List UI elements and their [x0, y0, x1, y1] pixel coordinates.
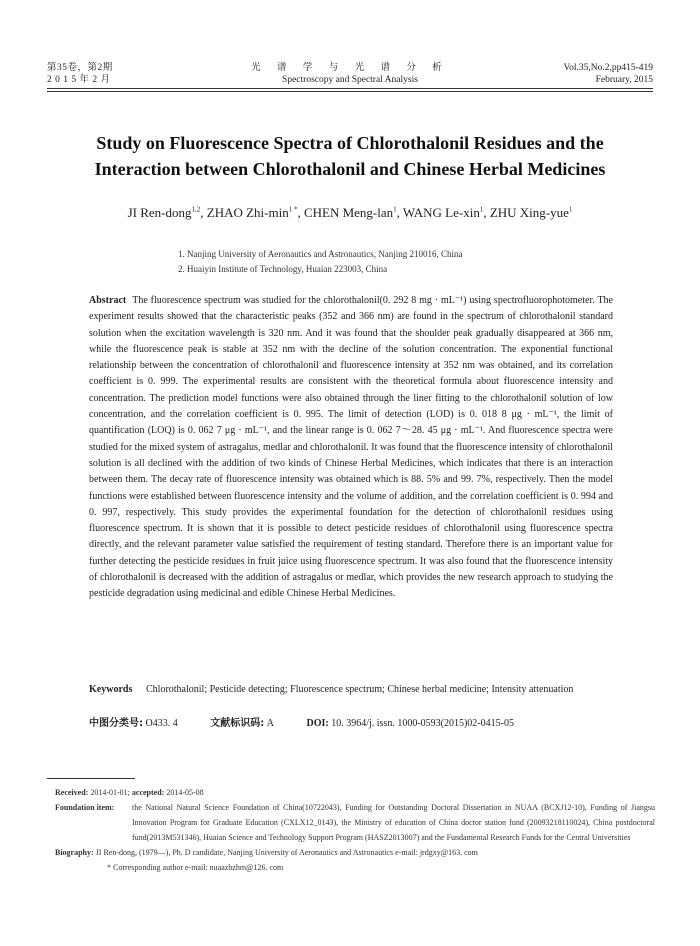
header-right-line2: February, 2015 — [595, 75, 653, 85]
title-line-1: Study on Fluorescence Spectra of Chlorothalonil Residues and the — [96, 133, 604, 153]
author-list: JI Ren-dong$^{1,2}$, ZHAO Zhi-$\min^{1 *}$, CHEN Meng-lan$^1$, WANG Le-xin$^1$, ZHU Xing-yue$^1$ — [127, 205, 573, 220]
author: ZHAO Zhi-$\min^{1 *}$ — [206, 205, 298, 220]
author: WANG Le-xin$^1$ — [402, 205, 484, 220]
classification-line — [89, 714, 514, 729]
abstract-label: Abstract — [89, 295, 127, 306]
affiliation: 1. Nanjing University of Aeronautics and Astronautics, Nanjing 210016, China — [178, 249, 463, 259]
author: JI Ren-dong$^{1,2}$ — [127, 205, 201, 220]
author: ZHU Xing-yue$^1$ — [489, 205, 573, 220]
foundation-item: Foundation item: the National Natural Science Foundation of China(10722043), Funding for Outstanding Doctoral Dissertation in NUAA (BCXJ12-10), Funding of Jiangsu Innovation Program for Graduate Education (CXLX12_0143), the Ministry of education of China doctor station fund (20093218110024), China postdoctoral fund(2013M531346), Huaian Science and Technology Support Program (HASZ2013007) and the Fundamental Research Funds for the Central Universities — [55, 803, 655, 842]
title-line-2: Interaction between Chlorothalonil and Chinese Herbal Medicines — [94, 159, 606, 179]
footnote-rule — [47, 778, 135, 779]
doc-code-value: A — [266, 718, 274, 729]
author: CHEN Meng-lan$^1$ — [303, 205, 397, 220]
header-rule-thin — [47, 91, 653, 92]
header-rule-thick — [47, 88, 653, 89]
keywords-text: Chlorothalonil; Pesticide detecting; Fluorescence spectrum; Chinese herbal medicine; Intensity attenuation — [146, 684, 574, 695]
header-right-line1: Vol.35,No.2,pp415-419 — [563, 63, 653, 73]
corresponding-author: * Corresponding author e-mail: nuaazhzhm@126. com — [107, 863, 284, 872]
header-left-line2: 2 0 1 5 年 2 月 — [47, 75, 111, 85]
doc-code-label: 文献标识码: — [210, 718, 265, 729]
received-line: Received: 2014-01-01; accepted: 2014-05-08 — [55, 788, 204, 797]
abstract — [89, 293, 613, 603]
running-header — [47, 62, 653, 90]
biography: Biography: JI Ren-dong, (1979—), Ph. D candidate, Nanjing University of Aeronautics and Astronautics e-mail: jrdgxy@163. com — [55, 848, 478, 857]
affiliation: 2. Huaiyin Institute of Technology, Huaian 223003, China — [178, 264, 388, 274]
header-journal-cn: 光 谱 学 与 光 谱 分 析 — [251, 63, 449, 73]
footnotes — [55, 785, 655, 875]
header-left-line1: 第35卷，第2期 — [47, 63, 113, 73]
abstract-text: The fluorescence spectrum was studied for the chlorothalonil(0. 292 8 mg · mL⁻¹) using spectrofluorophotometer. The experiment results showed that the characteristic peaks (352 and 366 nm) are found in the spectrum of chlorothalonil standard solution when the excitation wavelength is 320 nm. And it was found that the shoulder peak gradually disappeared at 366 nm, while the fluorescence peak is stable at 352 nm with the decline of the solution concentration. The exponential functional relationship between the concentration of chlorothalonil and fluorescence intensity at 352 nm was obtained, and its correlation coefficient is 0. 999. The experimental results are consistent with the theoretical formula about fluorescence intensity and concentration. The prediction model functions were also obtained through the liner fitting to the chlorothalonil solution of low concentration, and the correlation coefficient is 0. 995. The limit of detection (LOD) is 0. 018 8 μg · mL⁻¹, the limit of quantification (LOQ) is 0. 062 7 μg · mL⁻¹, and the linear range is 0. 062 7～28. 45 μg · mL⁻¹. And fluorescence spectra were studied for the mixed system of astragalus, medlar and chlorothalonil. It was found that the fluorescence intensity of chlorothalonil solution is all declined with the addition of two kinds of Chinese Herbal Medicines, which indicates that there is an interaction between them. The decay rate of fluorescence intensity was obtained which is 88. 5% and 99. 7%, respectively. Then the model functions were established between fluorescence intensity and the volume of addition, and the correlation coefficient is 0. 994 and 0. 997, respectively. This study provides the experimental foundation for the detection of chlorothalonil residues using fluorescence spectrum. It is shown that it is possible to detect pesticide residues of chlorothalonil using fluorescence spectra directly, and the relevant parameter value satisfied the requirement of testing standard. Therefore there is an important value for further detecting the pesticide residues in fruit juice using fluorescence spectrum. It was also found that the fluorescence intensity of chlorothalonil is decreased with the addition of astragalus or medlar, which provides the new research approach to studying the pesticide degradation using medicinal and edible Chinese Herbal Medicines. — [89, 295, 613, 600]
header-journal-en: Spectroscopy and Spectral Analysis — [282, 75, 418, 85]
doi-value[interactable]: 10. 3964/j. issn. 1000-0593(2015)02-0415-05 — [331, 718, 514, 729]
keywords — [89, 682, 613, 698]
header-journal — [47, 62, 653, 86]
header-volume-en — [563, 62, 653, 86]
keywords-label: Keywords — [89, 684, 133, 695]
doi-label: DOI: — [306, 718, 329, 729]
clc-label: 中图分类号: — [89, 718, 143, 729]
clc-value: O433. 4 — [145, 718, 178, 729]
affiliations — [178, 247, 462, 277]
paper-title — [60, 130, 640, 182]
